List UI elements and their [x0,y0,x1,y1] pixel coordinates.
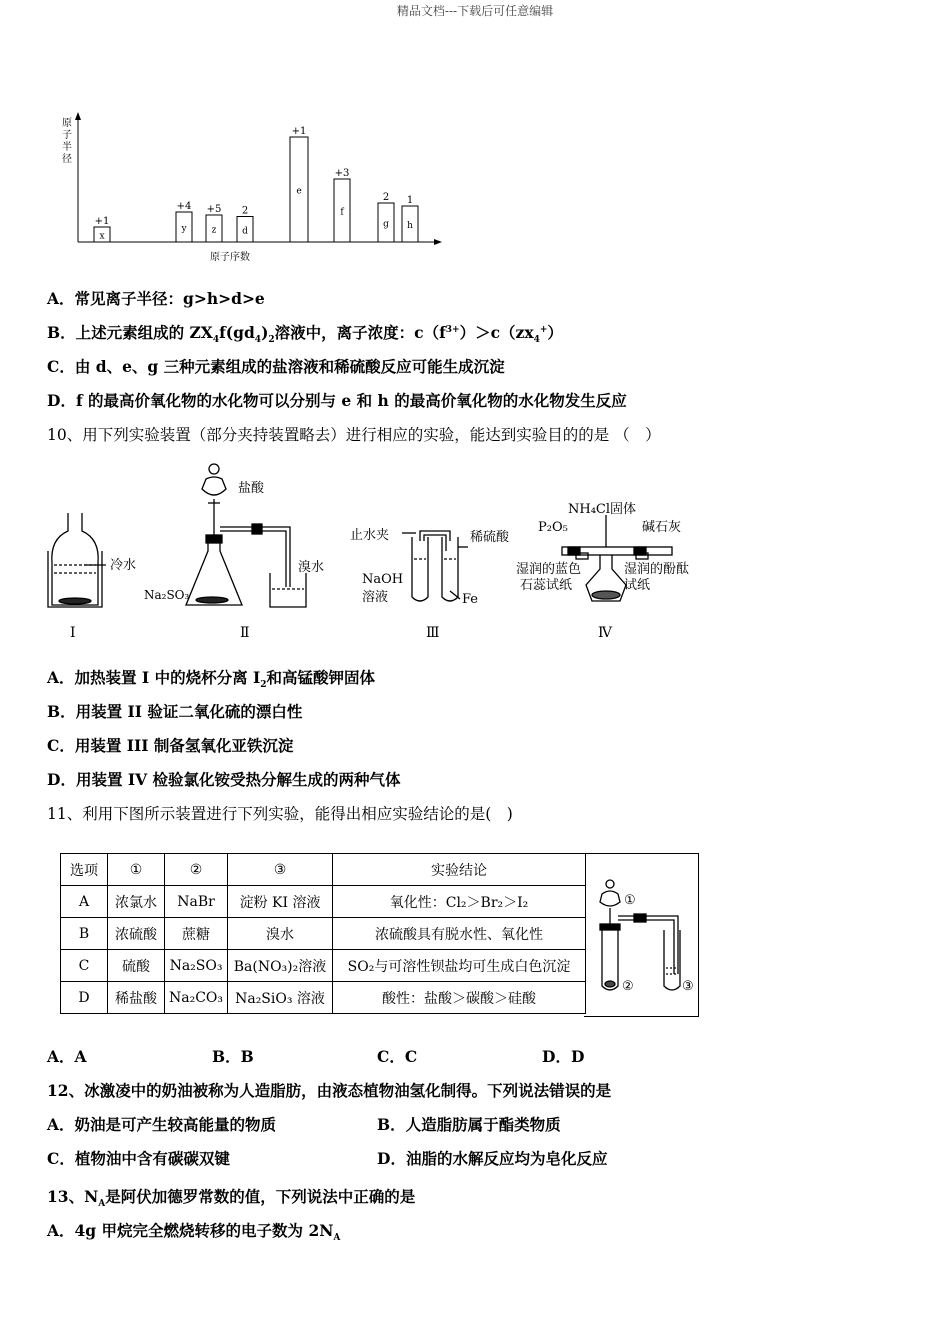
header-cell: ② [165,854,228,886]
bar-valence-label: +5 [206,204,222,215]
header-cell: 实验结论 [333,854,586,886]
x-axis-arrow [434,239,442,245]
q9-option-c: C．由 d、e、g 三种元素组成的盐溶液和稀硫酸反应可能生成沉淀 [47,357,505,376]
bar-valence-label: +1 [291,126,307,137]
table-cell: Ba(NO₃)₂溶液 [228,950,333,982]
q10-stem: 10、用下列实验装置（部分夹持装置略去）进行相应的实验，能达到实验目的的是 （ ） [47,426,661,444]
table-cell: C [61,950,108,982]
q9-option-b: B．上述元素组成的 $ZX_4f(gd_4)_2$溶液中，离子浓度：$c(f^{3+})>c(zx_4^+)$ [47,323,563,346]
nh4cl-label: NH₄Cl固体 [568,502,637,517]
q9-option-d: D．f 的最高价氧化物的水化物可以分别与 e 和 h 的最高价氧化物的水化物发生反应 [47,391,627,410]
page-header: 精品文档---下载后可任意编辑 [396,4,554,18]
y-axis-label-char: 原 [62,118,72,129]
apparatus-4-label: Ⅳ [598,625,612,641]
q10-option-b: B．用装置 II 验证二氧化硫的漂白性 [47,702,303,721]
header-cell: ③ [228,854,333,886]
atomic-radius-chart [40,108,460,268]
bar-valence-label: +1 [94,216,110,227]
table-row [61,918,586,950]
phenol-label-1: 湿润的酚酞 [624,562,690,577]
apparatus-3 [402,531,468,601]
q11-apparatus-cell [584,853,699,1017]
table-header-row [61,854,586,886]
table-cell: Na₂CO₃ [165,982,228,1014]
mark-3: ③ [682,979,694,994]
bar-valence-label: 2 [382,192,390,203]
bar-category-label: e [296,186,302,197]
phenol-label-2: 试纸 [624,578,651,593]
mark-1: ① [624,893,636,908]
table-row [61,982,586,1014]
p2o5-label: P₂O₅ [538,520,568,535]
q9-option-a: A．常见离子半径：g>h>d>e [47,289,265,308]
q12-option-a: A．奶油是可产生较高能量的物质 [47,1115,277,1134]
apparatus-2-label: Ⅱ [240,625,250,641]
table-cell: 稀盐酸 [108,982,165,1014]
table-cell: 浓硫酸 [108,918,165,950]
q12-option-d: D．油脂的水解反应均为皂化反应 [377,1149,608,1168]
na2so3-label: Na₂SO₃ [144,588,190,602]
table-cell: Na₂SiO₃ 溶液 [228,982,333,1014]
table-cell: 氧化性：Cl₂＞Br₂＞I₂ [333,886,586,918]
bar-category-label: d [242,226,248,237]
q10-option-d: D．用装置 IV 检验氯化铵受热分解生成的两种气体 [47,770,401,789]
header-cell: ① [108,854,165,886]
q12-stem: 12、冰激凌中的奶油被称为人造脂肪，由液态植物油氢化制得。下列说法错误的是 [47,1081,612,1100]
bar-valence-label: 1 [406,195,414,206]
bar-category-label: f [340,207,344,218]
bar-category-label: x [99,231,105,242]
y-axis-label-char: 径 [62,154,72,165]
table-cell: 淀粉 KI 溶液 [228,886,333,918]
q13-stem: 13、$N_A$是阿伏加德罗常数的值，下列说法中正确的是 [47,1187,416,1210]
table-cell: NaBr [165,886,228,918]
naoh-label: NaOH [362,572,404,587]
apparatus-3-label: Ⅲ [426,625,440,641]
q12-option-b: B．人造脂肪属于酯类物质 [377,1115,561,1134]
q11-option-a: A．A [47,1047,87,1066]
bar-category-label: g [383,219,389,230]
table-cell: 硫酸 [108,950,165,982]
bar-category-label: z [211,225,217,236]
cold-water-label: 冷水 [110,558,137,573]
naoh-solution-label: 溶液 [362,590,389,605]
q11-option-c: C．C [377,1047,418,1066]
bar-valence-label: +3 [334,168,350,179]
y-axis-label-char: 半 [62,142,72,153]
q10-apparatus-figure [40,455,710,645]
table-cell: 浓硫酸具有脱水性、氧化性 [333,918,586,950]
clamp-label: 止水夹 [350,528,390,543]
q11-option-d: D．D [542,1047,585,1066]
bar-valence-label: 2 [241,205,249,217]
bar-category-label: y [181,224,187,234]
bromine-water-label: 溴水 [298,560,325,575]
table-cell: B [61,918,108,950]
fe-label: Fe [462,592,479,607]
q10-option-c: C．用装置 III 制备氢氧化亚铁沉淀 [47,736,294,755]
table-cell: D [61,982,108,1014]
y-axis-arrow [75,112,81,120]
table-cell: 酸性：盐酸＞碳酸＞硅酸 [333,982,586,1014]
q11-stem: 11、利用下图所示装置进行下列实验，能得出相应实验结论的是( ) [47,805,513,823]
table-row [61,886,586,918]
table-cell: SO₂与可溶性钡盐均可生成白色沉淀 [333,950,586,982]
hcl-label: 盐酸 [238,481,265,496]
bar-category-label: h [407,221,413,231]
table-cell: Na₂SO₃ [165,950,228,982]
q10-option-a: A．加热装置 I 中的烧杯分离 $I_2$和高锰酸钾固体 [47,668,375,691]
y-axis-label-char: 子 [62,130,72,141]
table-row [61,950,586,982]
q11-option-b: B．B [212,1047,254,1066]
lime-label: 碱石灰 [642,520,682,535]
table-cell: A [61,886,108,918]
y-axis-label [62,117,72,165]
table-cell: 溴水 [228,918,333,950]
x-axis-label: 原子序数 [210,252,250,263]
table-cell: 浓氯水 [108,886,165,918]
dil-h2so4-label: 稀硫酸 [470,530,510,545]
q12-option-c: C．植物油中含有碳碳双键 [47,1149,230,1168]
blue-litmus-label-1: 湿润的蓝色 [516,562,582,577]
q13-option-a: A．4g 甲烷完全燃烧转移的电子数为 $2N_A$ [47,1221,341,1244]
blue-litmus-label-2: 石蕊试纸 [520,578,573,593]
q11-apparatus-figure [584,854,697,1016]
apparatus-1-label: Ⅰ [70,625,76,641]
q11-table [60,853,586,1014]
table-cell: 蔗糖 [165,918,228,950]
bar-valence-label: +4 [176,201,192,212]
mark-2: ② [622,979,634,994]
apparatus-1 [48,513,106,607]
header-cell: 选项 [61,854,108,886]
